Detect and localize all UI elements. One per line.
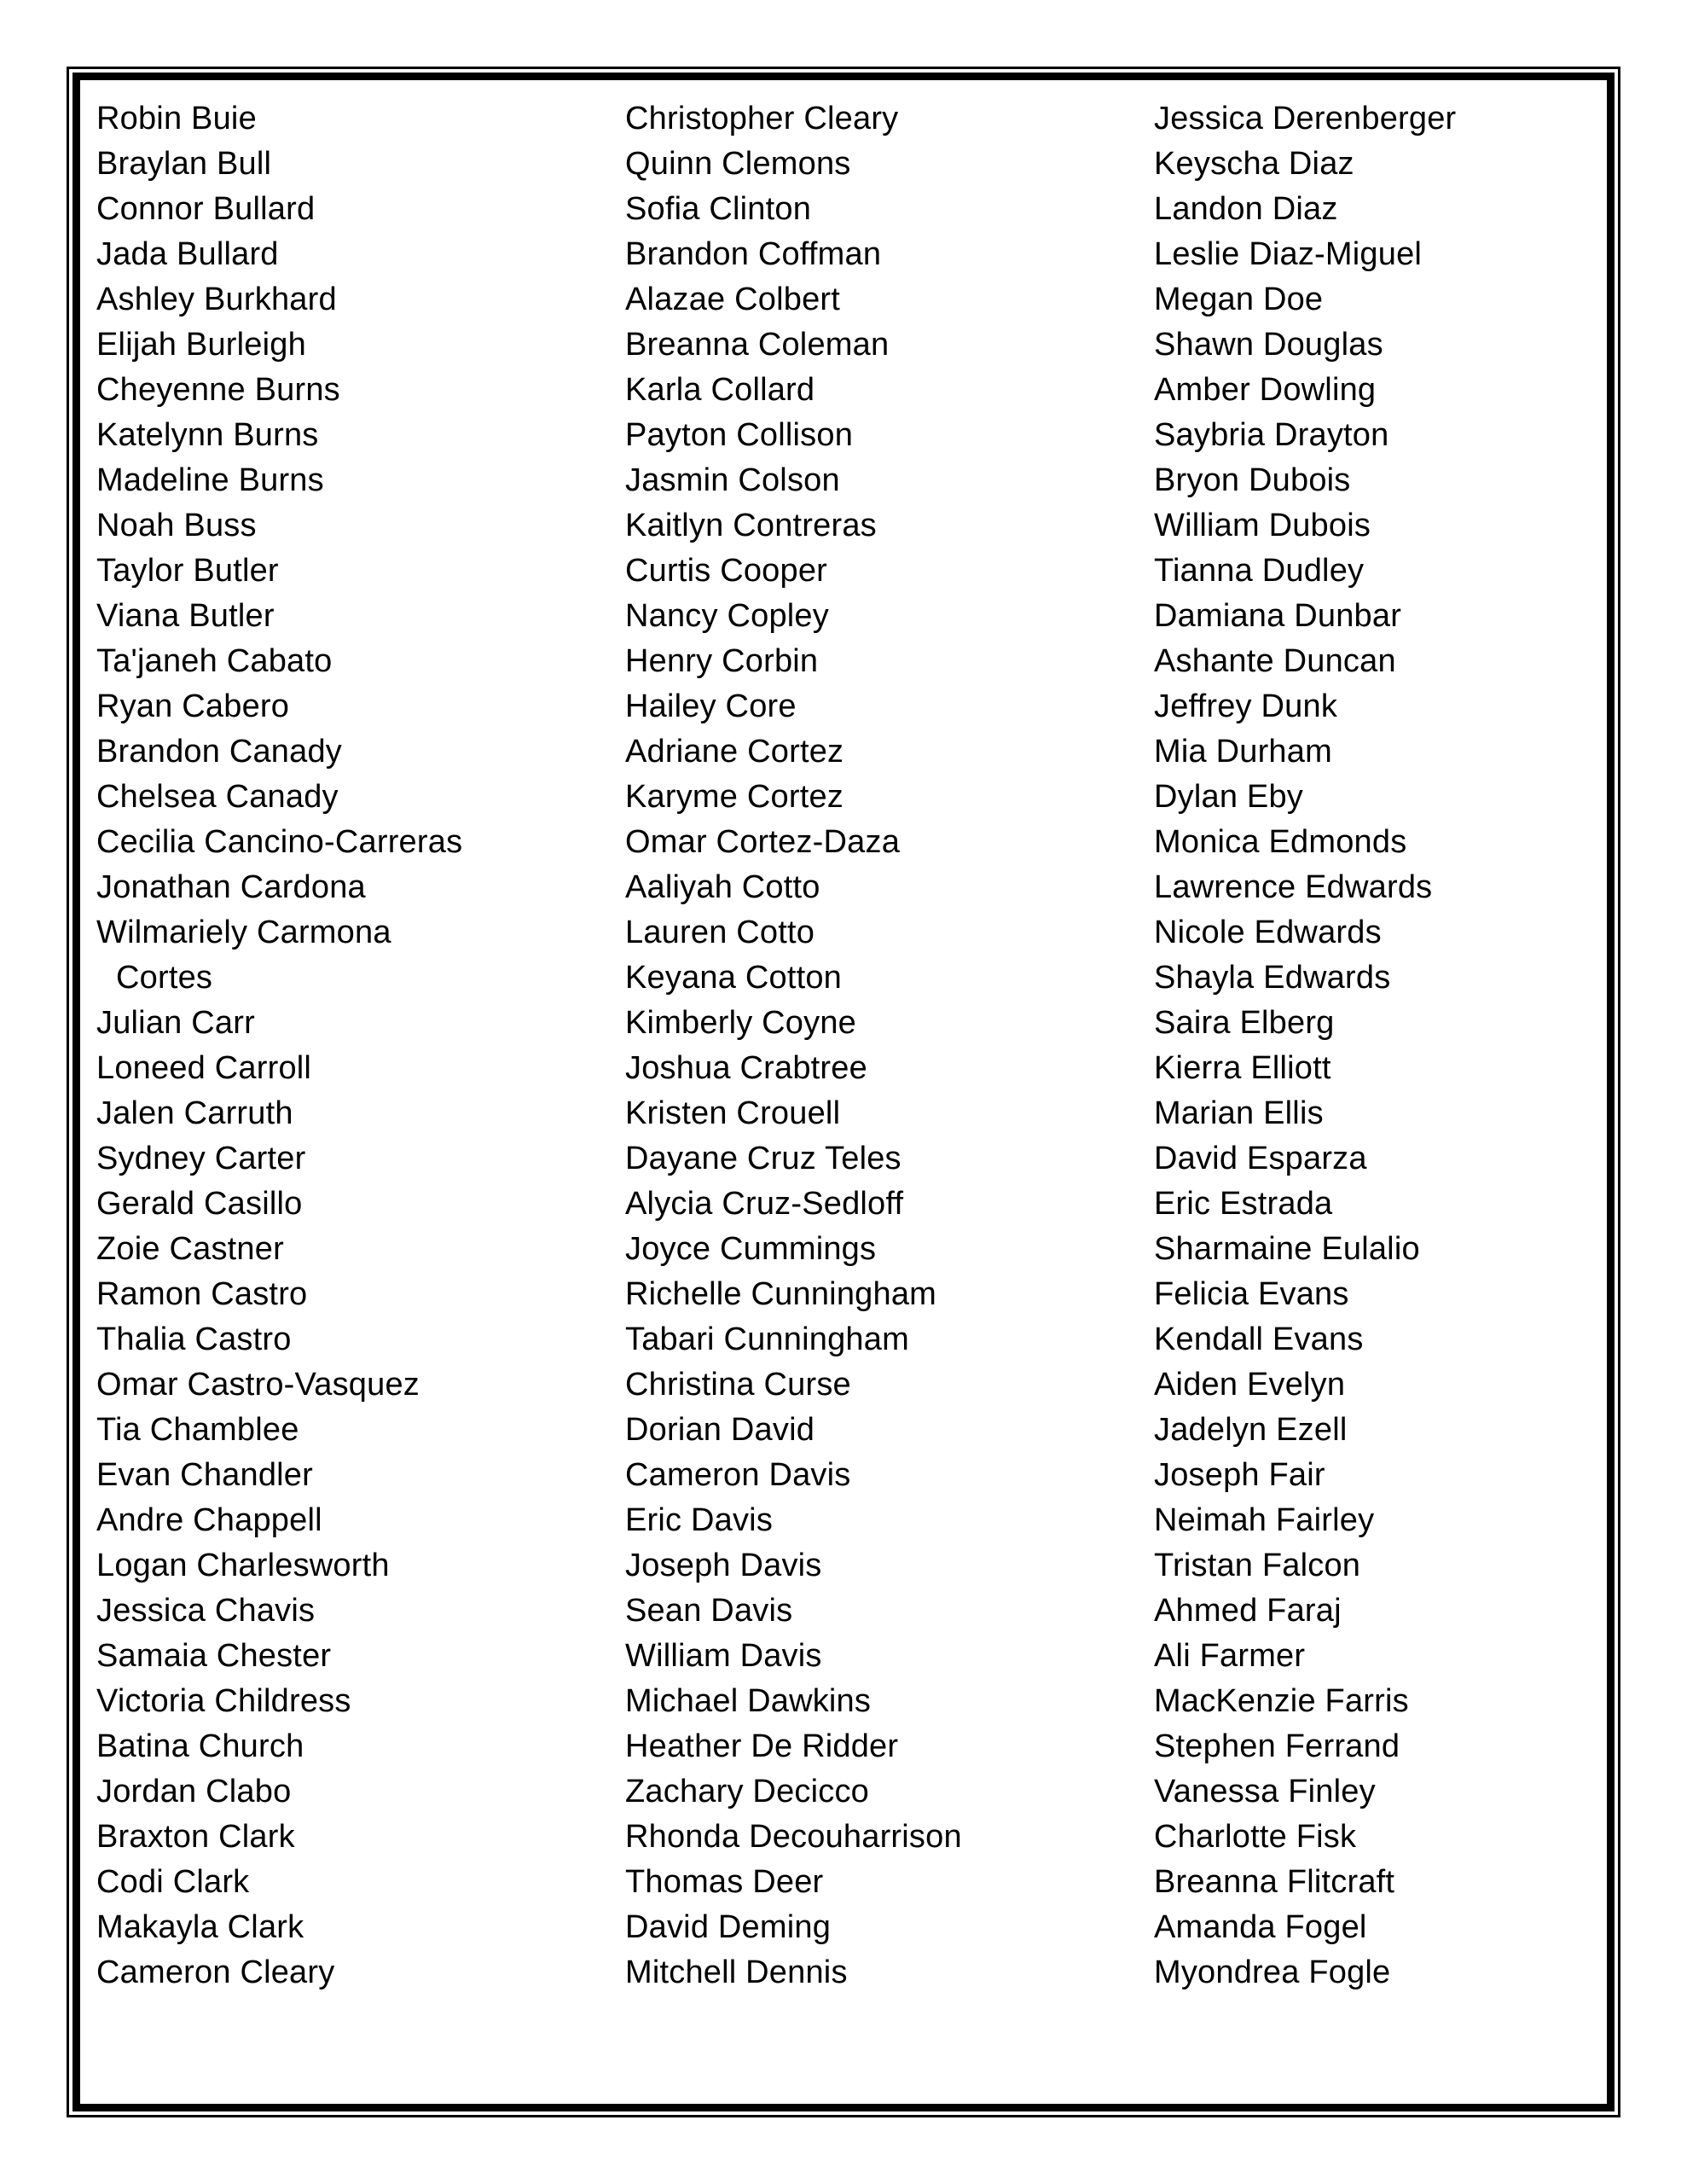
name-line: Sharmaine Eulalio: [1154, 1231, 1420, 1267]
name-line: Jadelyn Ezell: [1154, 1412, 1348, 1448]
name-line: Logan Charlesworth: [96, 1548, 390, 1583]
name-line: Tianna Dudley: [1154, 553, 1365, 589]
name-line: Viana Butler: [96, 598, 275, 634]
name-line: Amber Dowling: [1154, 372, 1377, 408]
name-line: Joseph Davis: [625, 1548, 822, 1583]
name-line: Keyscha Diaz: [1154, 146, 1354, 182]
name-line: Brandon Canady: [96, 734, 343, 770]
name-line: Lauren Cotto: [625, 915, 815, 950]
name-line: Damiana Dunbar: [1154, 598, 1402, 634]
name-line: Kaitlyn Contreras: [625, 508, 877, 543]
name-line: Tabari Cunningham: [625, 1321, 909, 1357]
name-line: Karla Collard: [625, 372, 815, 408]
name-line: Alycia Cruz-Sedloff: [625, 1186, 904, 1222]
name-line: Elijah Burleigh: [96, 327, 306, 363]
name-line: Richelle Cunningham: [625, 1276, 937, 1312]
name-line: Brandon Coffman: [625, 236, 882, 272]
name-line: Jonathan Cardona: [96, 869, 366, 905]
name-line: Evan Chandler: [96, 1457, 313, 1493]
name-line: Eric Davis: [625, 1502, 774, 1538]
name-line: Tia Chamblee: [96, 1412, 299, 1448]
name-line: Jeffrey Dunk: [1154, 688, 1338, 724]
name-line: Cameron Cleary: [96, 1955, 335, 1990]
name-line: Omar Castro-Vasquez: [96, 1367, 420, 1403]
name-line: Cheyenne Burns: [96, 372, 340, 408]
name-line: Codi Clark: [96, 1864, 250, 1900]
name-line: Sofia Clinton: [625, 191, 812, 227]
name-line: Bryon Dubois: [1154, 462, 1351, 498]
name-line: Hailey Core: [625, 688, 797, 724]
name-line: Christopher Cleary: [625, 101, 899, 136]
name-line: Joyce Cummings: [625, 1231, 877, 1267]
name-line: Madeline Burns: [96, 462, 324, 498]
name-line: Tristan Falcon: [1154, 1548, 1361, 1583]
name-line: Vanessa Finley: [1154, 1774, 1376, 1809]
name-line: Rhonda Decouharrison: [625, 1819, 962, 1855]
name-line: Shayla Edwards: [1154, 960, 1391, 996]
name-line: Wilmariely Carmona: [96, 915, 391, 950]
name-line: Myondrea Fogle: [1154, 1955, 1391, 1990]
name-line: Mia Durham: [1154, 734, 1332, 770]
name-line: Stephen Ferrand: [1154, 1728, 1400, 1764]
name-line: Mitchell Dennis: [625, 1955, 848, 1990]
name-line: Cecilia Cancino-Carreras: [96, 824, 463, 860]
name-line: Samaia Chester: [96, 1638, 332, 1674]
name-line: Aaliyah Cotto: [625, 869, 820, 905]
name-line: Makayla Clark: [96, 1909, 304, 1945]
name-line: Taylor Butler: [96, 553, 279, 589]
name-line: William Dubois: [1154, 508, 1371, 543]
name-line: Ta'janeh Cabato: [96, 643, 333, 679]
name-line: Alazae Colbert: [625, 282, 841, 317]
name-line: Victoria Childress: [96, 1683, 351, 1719]
name-line: Noah Buss: [96, 508, 257, 543]
name-line: Ali Farmer: [1154, 1638, 1306, 1674]
name-line: Chelsea Canady: [96, 779, 339, 815]
name-list: [80, 80, 1607, 2104]
name-line: Breanna Coleman: [625, 327, 890, 363]
name-line: Monica Edmonds: [1154, 824, 1407, 860]
name-line: Jalen Carruth: [96, 1095, 293, 1131]
name-line: Karyme Cortez: [625, 779, 844, 815]
name-line: Ashley Burkhard: [96, 282, 337, 317]
name-line: Neimah Fairley: [1154, 1502, 1375, 1538]
name-line: Kierra Elliott: [1154, 1050, 1331, 1086]
name-line: Robin Buie: [96, 101, 257, 136]
name-line: Ryan Cabero: [96, 688, 290, 724]
name-line: William Davis: [625, 1638, 822, 1674]
name-line: Jessica Chavis: [96, 1593, 316, 1629]
name-line: Quinn Clemons: [625, 146, 851, 182]
name-line: Saira Elberg: [1154, 1005, 1335, 1041]
name-line: Michael Dawkins: [625, 1683, 872, 1719]
name-line: Payton Collison: [625, 417, 854, 453]
name-line: Loneed Carroll: [96, 1050, 312, 1086]
page-border-outer: [67, 67, 1620, 2117]
name-line: Christina Curse: [625, 1367, 851, 1403]
name-line: Ramon Castro: [96, 1276, 308, 1312]
name-line: Kristen Crouell: [625, 1095, 841, 1131]
name-line: Jessica Derenberger: [1154, 101, 1457, 136]
name-line: Jada Bullard: [96, 236, 279, 272]
name-line: Joseph Fair: [1154, 1457, 1325, 1493]
name-line: Cameron Davis: [625, 1457, 851, 1493]
name-line: Dorian David: [625, 1412, 815, 1448]
name-line: Thomas Deer: [625, 1864, 824, 1900]
page-border-inner: [72, 73, 1615, 2111]
name-line: Charlotte Fisk: [1154, 1819, 1357, 1855]
name-line: Kimberly Coyne: [625, 1005, 857, 1041]
name-line: Zoie Castner: [96, 1231, 284, 1267]
name-line: Sean Davis: [625, 1593, 793, 1629]
name-line: Joshua Crabtree: [625, 1050, 867, 1086]
name-line: Megan Doe: [1154, 282, 1324, 317]
name-column-3: [1154, 96, 1615, 1995]
name-line: Ashante Duncan: [1154, 643, 1396, 679]
name-line: Kendall Evans: [1154, 1321, 1364, 1357]
name-line: Ahmed Faraj: [1154, 1593, 1342, 1629]
name-line: Dylan Eby: [1154, 779, 1303, 815]
name-line: Braylan Bull: [96, 146, 272, 182]
name-line: Lawrence Edwards: [1154, 869, 1433, 905]
name-line: Curtis Cooper: [625, 553, 828, 589]
name-line: Batina Church: [96, 1728, 304, 1764]
name-line: Dayane Cruz Teles: [625, 1141, 901, 1176]
name-line: David Deming: [625, 1909, 832, 1945]
name-column-1: [96, 96, 608, 1995]
name-line: Thalia Castro: [96, 1321, 292, 1357]
name-line: Adriane Cortez: [625, 734, 844, 770]
name-line: Saybria Drayton: [1154, 417, 1389, 453]
name-line: Andre Chappell: [96, 1502, 322, 1538]
name-line: Nicole Edwards: [1154, 915, 1382, 950]
name-line: Katelynn Burns: [96, 417, 319, 453]
name-line: Landon Diaz: [1154, 191, 1338, 227]
name-line: Gerald Casillo: [96, 1186, 303, 1222]
name-line: Jordan Clabo: [96, 1774, 292, 1809]
name-line: Eric Estrada: [1154, 1186, 1333, 1222]
name-line: Felicia Evans: [1154, 1276, 1349, 1312]
name-line: David Esparza: [1154, 1141, 1367, 1176]
name-column-2: [625, 96, 1137, 1995]
name-line: Marian Ellis: [1154, 1095, 1324, 1131]
name-line: Henry Corbin: [625, 643, 819, 679]
name-line: Nancy Copley: [625, 598, 829, 634]
name-line: Sydney Carter: [96, 1141, 306, 1176]
name-line: MacKenzie Farris: [1154, 1683, 1409, 1719]
name-line: Heather De Ridder: [625, 1728, 899, 1764]
name-line: Shawn Douglas: [1154, 327, 1383, 363]
name-line: Keyana Cotton: [625, 960, 842, 996]
name-line: Aiden Evelyn: [1154, 1367, 1346, 1403]
name-line: Cortes: [116, 960, 213, 996]
name-line: Omar Cortez-Daza: [625, 824, 901, 860]
name-line: Zachary Decicco: [625, 1774, 869, 1809]
name-line: Breanna Flitcraft: [1154, 1864, 1395, 1900]
name-line: Leslie Diaz-Miguel: [1154, 236, 1423, 272]
name-line: Jasmin Colson: [625, 462, 840, 498]
name-line: Connor Bullard: [96, 191, 316, 227]
name-line: Julian Carr: [96, 1005, 255, 1041]
name-line: Braxton Clark: [96, 1819, 295, 1855]
name-line: Amanda Fogel: [1154, 1909, 1367, 1945]
